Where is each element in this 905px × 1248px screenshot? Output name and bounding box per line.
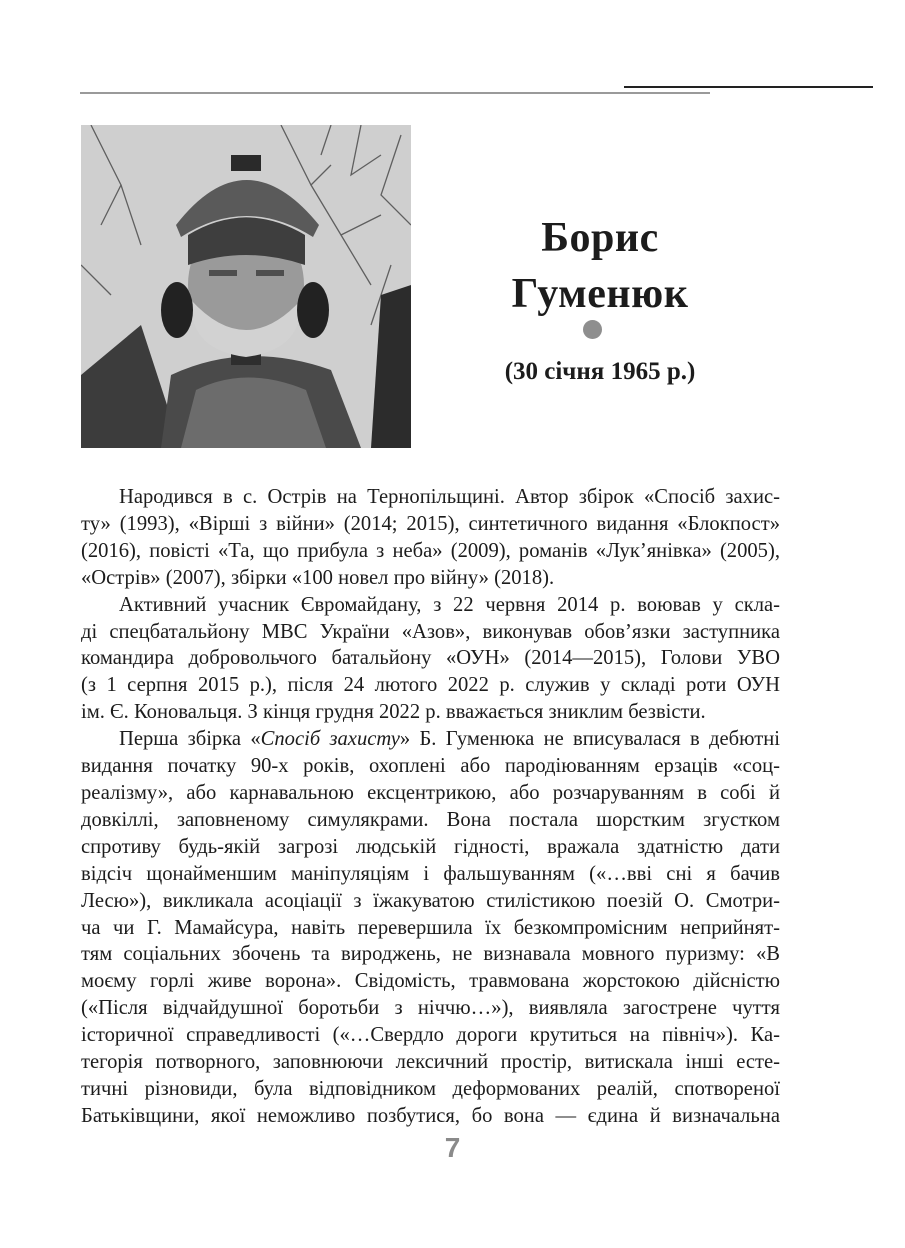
text-line: Батьківщини, якої неможливо позбутися, бо вона — єдина й визначальна <box>81 1104 780 1127</box>
text-line: спротиву будь-якій загрозі людській гідності, вражала здатністю дати <box>81 835 780 858</box>
text-line: Активний учасник Євромайдану, з 22 червня 2014 р. воював у скла- <box>119 593 780 616</box>
text-line: командира добровольчого батальйону «ОУН» (2014—2015), Голови УВО <box>81 647 780 670</box>
text-line: (2016), повісті «Та, що прибула з неба» (2009), романів «Лук’янівка» (2005), <box>81 539 780 562</box>
top-rule-gray <box>80 92 710 94</box>
text-line: тичні різновиди, була відповідником деформованих реалій, спотвореної <box>81 1077 780 1100</box>
text-line <box>81 726 780 753</box>
biography-text <box>81 484 780 1130</box>
book-title: Спосіб захисту <box>260 728 400 751</box>
text-line: ча чи Г. Мамайсура, навіть перевершила їх безкомпромісним неприйнят- <box>81 916 780 939</box>
top-rule-dark <box>624 86 873 88</box>
text-line: «Острів» (2007), збірки «100 новел про війну» (2018). <box>81 566 555 589</box>
bullet-dot <box>583 320 602 339</box>
text-line: реалізму», або карнавальною ексцентрикою, або розчаруванням в собі й <box>81 781 780 804</box>
text-line: видання початку 90-х років, охоплені або пародіюванням ерзаців «соц- <box>81 755 780 778</box>
text-line: довкіллі, заповненому симулякрами. Вона постала шорстким згустком <box>81 808 780 831</box>
text-line: («Після відчайдушної боротьби з ніччю…»), виявляла загострене чуття <box>81 997 780 1020</box>
text-line: (з 1 серпня 2015 р.), після 24 лютого 2022 р. служив у складі роти ОУН <box>81 674 780 697</box>
text-line: тям соціальних збочень та вироджень, не визнавала мовного пуризму: «В <box>81 943 780 966</box>
text-line: історичної справедливості («…Свердло дороги крутиться на північ»). Ка- <box>81 1024 780 1047</box>
author-dates: (30 січня 1965 р.) <box>504 358 696 385</box>
text-line: ім. Є. Коновальця. З кінця грудня 2022 р. вважається зниклим безвісти. <box>81 701 706 724</box>
text-line: Лесю»), викликала асоціації з їжакуватою стилістикою поезій О. Смотри- <box>81 889 780 912</box>
author-first-name: Борис <box>541 215 659 261</box>
text-line: ту» (1993), «Вірші з війни» (2014; 2015), синтетичного видання «Блокпост» <box>81 512 780 535</box>
paragraph-2 <box>81 592 780 727</box>
text-line: моєму горлі живе ворона». Свідомість, травмована жорстокою дійсністю <box>81 970 780 993</box>
text-segment: Перша збірка « <box>119 728 261 751</box>
text-line: Народився в с. Острів на Тернопільщині. Автор збірок «Спосіб захис- <box>119 486 780 508</box>
text-line: тегорія потворного, заповнюючи лексичний простір, витискала інші есте- <box>81 1051 780 1074</box>
text-line: ді спецбатальйону МВС України «Азов», виконував обов’язки заступника <box>81 620 780 643</box>
page-number: 7 <box>444 1132 461 1163</box>
author-last-name: Гуменюк <box>511 271 689 317</box>
author-name <box>470 210 730 322</box>
text-line: відсіч щонайменшим маніпуляціям і фальшуванням («…вві сні я бачив <box>81 862 780 885</box>
paragraph-3 <box>81 726 780 1130</box>
author-photo <box>81 125 411 448</box>
text-segment: » Б. Гуменюка не вписувалася в дебютні <box>399 728 780 751</box>
paragraph-1 <box>81 484 780 592</box>
